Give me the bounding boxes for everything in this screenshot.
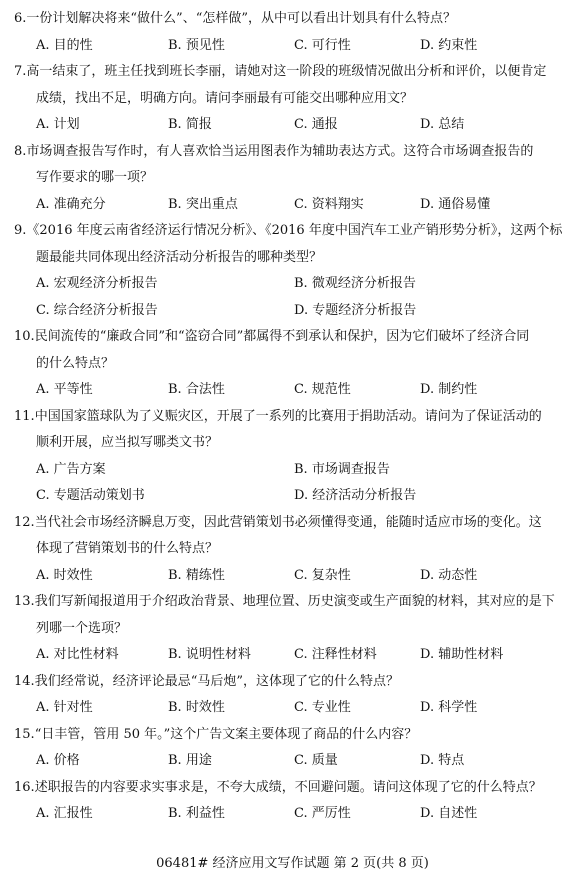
question-text: 当代社会市场经济瞬息万变，因此营销策划书必须懂得变通，能随时适应市场的变化。这 [34, 514, 542, 530]
question-stem [14, 404, 574, 457]
answer-option: C. 通报 [294, 117, 338, 132]
question-text: “日丰管，管用 50 年。”这个广告文案主要体现了商品的什么内容？ [34, 726, 418, 742]
answer-option: B. 突出重点 [168, 196, 238, 212]
answer-options [14, 801, 574, 828]
answer-option: D. 特点 [420, 753, 465, 768]
question-number: 16. [14, 779, 35, 795]
answer-option: B. 合法性 [168, 382, 225, 397]
answer-option: C. 质量 [294, 753, 338, 768]
page-footer: 06481# 经济应用文写作试题 第 2 页(共 8 页) [156, 856, 429, 871]
answer-option: D. 动态性 [420, 567, 478, 583]
question-stem [14, 775, 574, 802]
answer-option: B. 市场调查报告 [294, 461, 390, 477]
question-stem [14, 139, 574, 192]
question-text: 顺利开展，应当拟写哪类文书？ [36, 435, 219, 450]
question-number: 7. [14, 64, 27, 79]
answer-option: A. 汇报性 [36, 806, 93, 821]
answer-option: D. 辅助性材料 [420, 647, 504, 662]
answer-option: D. 专题经济分析报告 [294, 302, 417, 318]
question-number: 15. [14, 726, 35, 742]
answer-option: B. 精练性 [168, 567, 225, 583]
question-number: 9. [14, 223, 27, 238]
exam-page [14, 6, 574, 828]
question-stem [14, 589, 574, 642]
answer-options [14, 695, 574, 722]
question-item [14, 722, 574, 775]
question-item [14, 59, 574, 139]
answer-options [14, 112, 574, 139]
answer-option: D. 自述性 [420, 806, 478, 821]
question-number: 12. [14, 514, 35, 530]
answer-options [14, 457, 574, 510]
answer-option: D. 科学性 [420, 700, 478, 715]
question-item [14, 775, 574, 828]
question-item [14, 6, 574, 59]
question-text: 列哪一个选项？ [36, 620, 128, 636]
answer-option: A. 针对性 [36, 700, 93, 715]
answer-option: B. 利益性 [168, 806, 225, 821]
question-number: 8. [14, 143, 27, 159]
answer-option: C. 可行性 [294, 37, 351, 53]
question-item [14, 218, 574, 324]
question-stem [14, 59, 574, 112]
question-text: 体现了营销策划书的什么特点？ [36, 541, 219, 556]
question-text: 高一结束了，班主任找到班长李丽，请她对这一阶段的班级情况做出分析和评价，以便肯定 [26, 64, 547, 79]
answer-option: B. 预见性 [168, 37, 225, 53]
question-text: 中国国家篮球队为了义赈灾区，开展了一系列的比赛用于捐助活动。请问为了保证活动的 [34, 408, 542, 424]
question-stem [14, 218, 574, 271]
question-text: 一份计划解决将来“做什么”、“怎样做”，从中可以看出计划具有什么特点？ [26, 11, 456, 26]
answer-option: C. 复杂性 [294, 567, 351, 583]
answer-option: A. 准确充分 [36, 196, 106, 212]
question-text: 我们写新闻报道用于介绍政治背景、地理位置、历史演变或生产面貌的材料，其对应的是下 [34, 594, 555, 609]
answer-option: A. 计划 [36, 117, 80, 132]
question-number: 14. [14, 673, 35, 689]
question-text: 成绩，找出不足，明确方向。请问李丽最有可能交出哪种应用文？ [36, 90, 414, 106]
answer-options [14, 33, 574, 60]
question-item [14, 669, 574, 722]
answer-option: D. 约束性 [420, 37, 478, 53]
answer-option: B. 时效性 [168, 700, 225, 715]
question-number: 11. [14, 408, 35, 424]
answer-option: C. 专业性 [294, 700, 351, 715]
answer-options [14, 192, 574, 219]
question-item [14, 324, 574, 404]
answer-option: C. 规范性 [294, 382, 351, 397]
answer-option: A. 价格 [36, 753, 80, 768]
question-number: 6. [14, 11, 27, 26]
question-number: 13. [14, 594, 35, 609]
answer-option: B. 说明性材料 [168, 647, 251, 662]
answer-option: D. 制约性 [420, 382, 478, 397]
answer-option: C. 资料翔实 [294, 196, 364, 212]
question-text: 述职报告的内容要求实事求是，不夸大成绩，不回避问题。请问这体现了它的什么特点？ [34, 779, 542, 795]
answer-option: B. 用途 [168, 753, 212, 768]
answer-options [14, 271, 574, 324]
answer-option: B. 简报 [168, 117, 212, 132]
question-text: 我们经常说，经济评论最忌“马后炮”，这体现了它的什么特点？ [34, 673, 399, 689]
answer-option: C. 注释性材料 [294, 647, 377, 662]
question-text: 的什么特点？ [36, 355, 115, 371]
answer-option: A. 时效性 [36, 567, 93, 583]
answer-option: A. 平等性 [36, 382, 93, 397]
question-item [14, 139, 574, 219]
question-text: 民间流传的“廉政合同”和“盗窃合同”都属得不到承认和保护，因为它们破坏了经济合同 [34, 329, 530, 344]
question-stem [14, 324, 574, 377]
answer-option: D. 经济活动分析报告 [294, 488, 417, 503]
question-stem [14, 6, 574, 33]
answer-option: A. 对比性材料 [36, 647, 119, 662]
answer-options [14, 748, 574, 775]
answer-option: D. 总结 [420, 117, 465, 132]
question-text: 写作要求的哪一项？ [36, 170, 154, 185]
answer-options [14, 642, 574, 669]
answer-option: D. 通俗易懂 [420, 196, 491, 212]
question-item [14, 589, 574, 669]
question-text: 《2016 年度云南省经济运行情况分析》、《2016 年度中国汽车工业产销形势分析》，这两个标 [26, 223, 563, 238]
question-text: 题最能共同体现出经济活动分析报告的哪种类型？ [36, 249, 323, 265]
question-number: 10. [14, 329, 35, 344]
question-stem [14, 722, 574, 749]
answer-option: C. 综合经济分析报告 [36, 302, 158, 318]
question-text: 市场调查报告写作时，有人喜欢恰当运用图表作为辅助表达方式。这符合市场调查报告的 [26, 143, 534, 159]
answer-option: A. 广告方案 [36, 461, 106, 477]
question-item [14, 404, 574, 510]
question-item [14, 510, 574, 590]
answer-options [14, 563, 574, 590]
question-stem [14, 510, 574, 563]
answer-option: B. 微观经济分析报告 [294, 276, 416, 291]
answer-options [14, 377, 574, 404]
answer-option: C. 专题活动策划书 [36, 488, 145, 503]
answer-option: A. 宏观经济分析报告 [36, 276, 158, 291]
answer-option: C. 严厉性 [294, 806, 351, 821]
answer-option: A. 目的性 [36, 37, 93, 53]
question-stem [14, 669, 574, 696]
